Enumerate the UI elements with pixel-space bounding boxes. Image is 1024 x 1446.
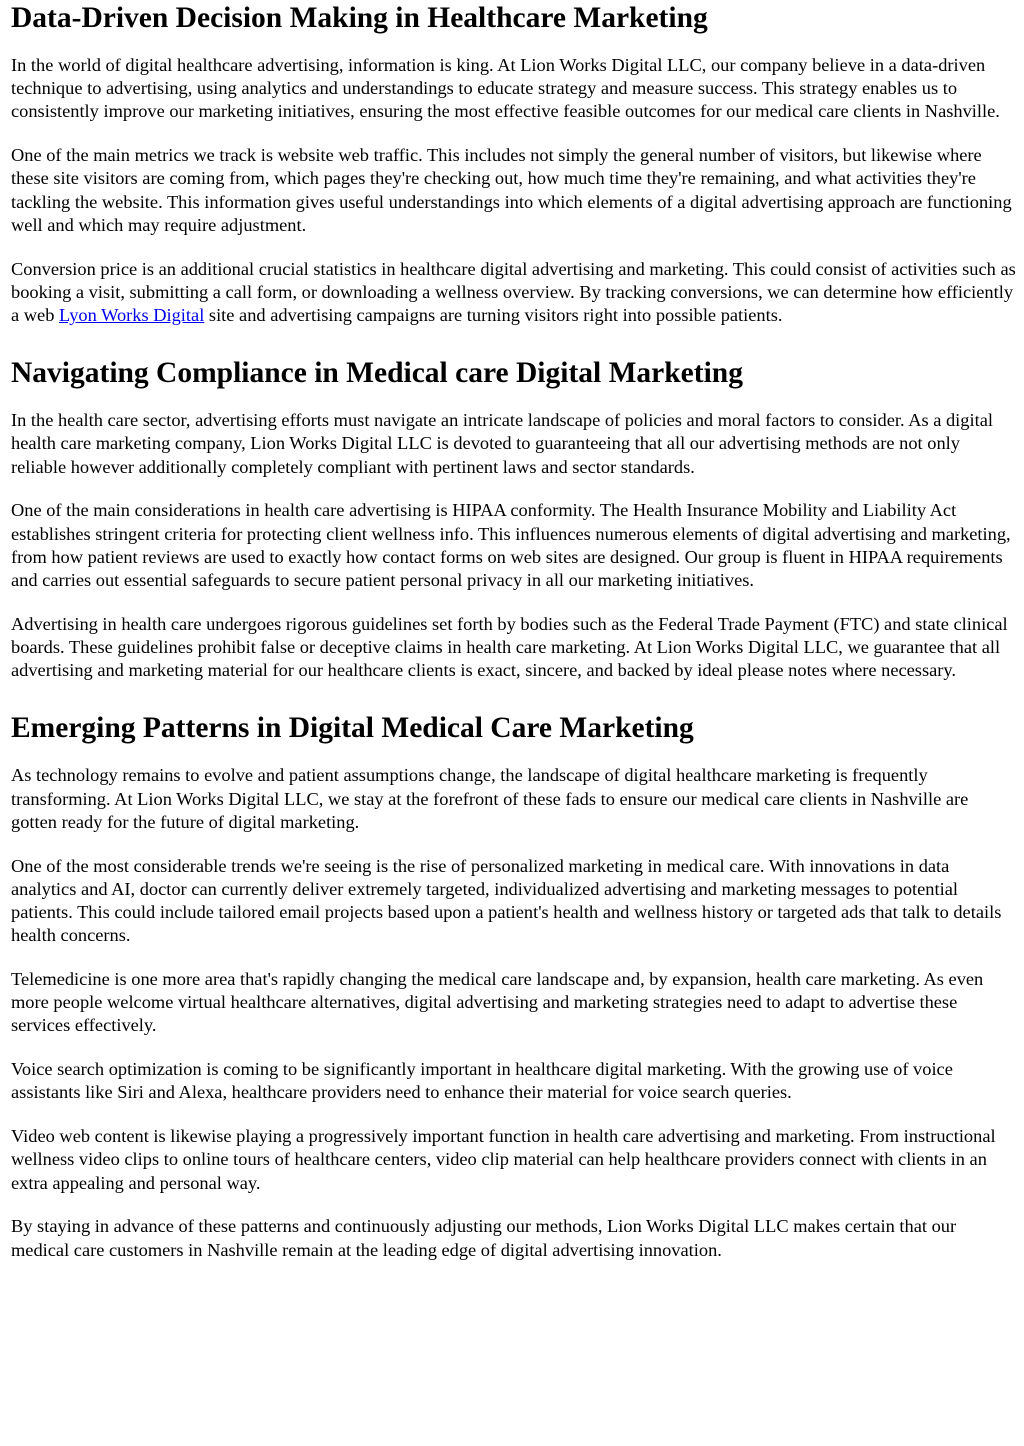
- paragraph-text: site and advertising campaigns are turning visitors right into possible patients.: [204, 305, 783, 326]
- paragraph: Advertising in health care undergoes rigorous guidelines set forth by bodies such as the Federal Trade Payment (FTC) and state clinical boards. These guidelines prohibit false or deceptive claims in health care marketing. At Lion Works Digital LLC, we guarantee that all advertising and marketing material for our healthcare clients is exact, sincere, and backed by ideal please notes where necessary.: [11, 613, 1008, 681]
- paragraph: Telemedicine is one more area that's rapidly changing the medical care landscape and, by expansion, health care marketing. As even more people welcome virtual healthcare alternatives, digital advertising and marketing strategies need to adapt to advertise these services effectively.: [11, 969, 984, 1036]
- paragraph: By staying in advance of these patterns and continuously adjusting our methods, Lion Works Digital LLC makes certain that our medical care customers in Nashville remain at the leading edge of digital advertising innovation.: [11, 1216, 957, 1260]
- section-data-driven: [11, 0, 1016, 327]
- section-emerging-patterns: [11, 710, 1016, 1261]
- paragraph: As technology remains to evolve and patient assumptions change, the landscape of digital healthcare marketing is frequently transforming. At Lion Works Digital LLC, we stay at the forefront of these fads to ensure our medical care clients in Nashville are gotten ready for the future of digital marketing.: [11, 765, 969, 832]
- paragraph: One of the main considerations in health care advertising is HIPAA conformity. The Health Insurance Mobility and Liability Act establishes stringent criteria for protecting client wellness info. This influences numerous elements of digital advertising and marketing, from how patient reviews are used to exactly how contact forms on web sites are designed. Our group is fluent in HIPAA requirements and carries out essential safeguards to secure patient personal privacy in all our marketing initiatives.: [11, 500, 1011, 591]
- section-heading: Navigating Compliance in Medical care Digital Marketing: [11, 357, 743, 390]
- paragraph: In the health care sector, advertising efforts must navigate an intricate landscape of policies and moral factors to consider. As a digital health care marketing company, Lion Works Digital LLC is devoted to guaranteeing that all our advertising methods are not only reliable however additionally completely compliant with pertinent laws and sector standards.: [11, 410, 993, 477]
- paragraph: Video web content is likewise playing a progressively important function in health care advertising and marketing. From instructional wellness video clips to online tours of healthcare centers, video clip material can help healthcare providers connect with clients in an extra appealing and personal way.: [11, 1126, 996, 1193]
- paragraph: In the world of digital healthcare advertising, information is king. At Lion Works Digital LLC, our company believe in a data-driven technique to advertising, using analytics and understandings to educate strategy and measure success. This strategy enables us to consistently improve our marketing initiatives, ensuring the most effective feasible outcomes for our medical care clients in Nashville.: [11, 55, 1000, 122]
- lyon-works-digital-link[interactable]: Lyon Works Digital: [59, 305, 205, 326]
- paragraph-with-link: [11, 258, 1016, 328]
- paragraph: One of the most considerable trends we're seeing is the rise of personalized marketing in medical care. With innovations in data analytics and AI, doctor can currently deliver extremely targeted, individualized advertising and marketing messages to potential patients. This could include tailored email projects based upon a patient's health and wellness history or targeted ads that talk to details health concerns.: [11, 855, 1002, 946]
- paragraph: Voice search optimization is coming to be significantly important in healthcare digital marketing. With the growing use of voice assistants like Siri and Alexa, healthcare providers need to enhance their material for voice search queries.: [11, 1059, 953, 1103]
- section-heading: Emerging Patterns in Digital Medical Care Marketing: [11, 712, 694, 745]
- section-heading: Data-Driven Decision Making in Healthcare Marketing: [11, 2, 708, 34]
- section-compliance: [11, 355, 1016, 682]
- paragraph-text: Conversion price is an additional crucial statistics in healthcare digital advertising and marketing. This could consist of activities such as booking a visit, submitting a call form, or downloading a wellness overview. By tracking conversions, we can determine how efficiently a web: [11, 258, 1016, 326]
- paragraph: One of the main metrics we track is website web traffic. This includes not simply the general number of visitors, but likewise where these site visitors are coming from, which pages they're checking out, how much time they're remaining, and what activities they're tackling the website. This information gives useful understandings into which elements of a digital advertising approach are functioning well and which may require adjustment.: [11, 145, 1012, 235]
